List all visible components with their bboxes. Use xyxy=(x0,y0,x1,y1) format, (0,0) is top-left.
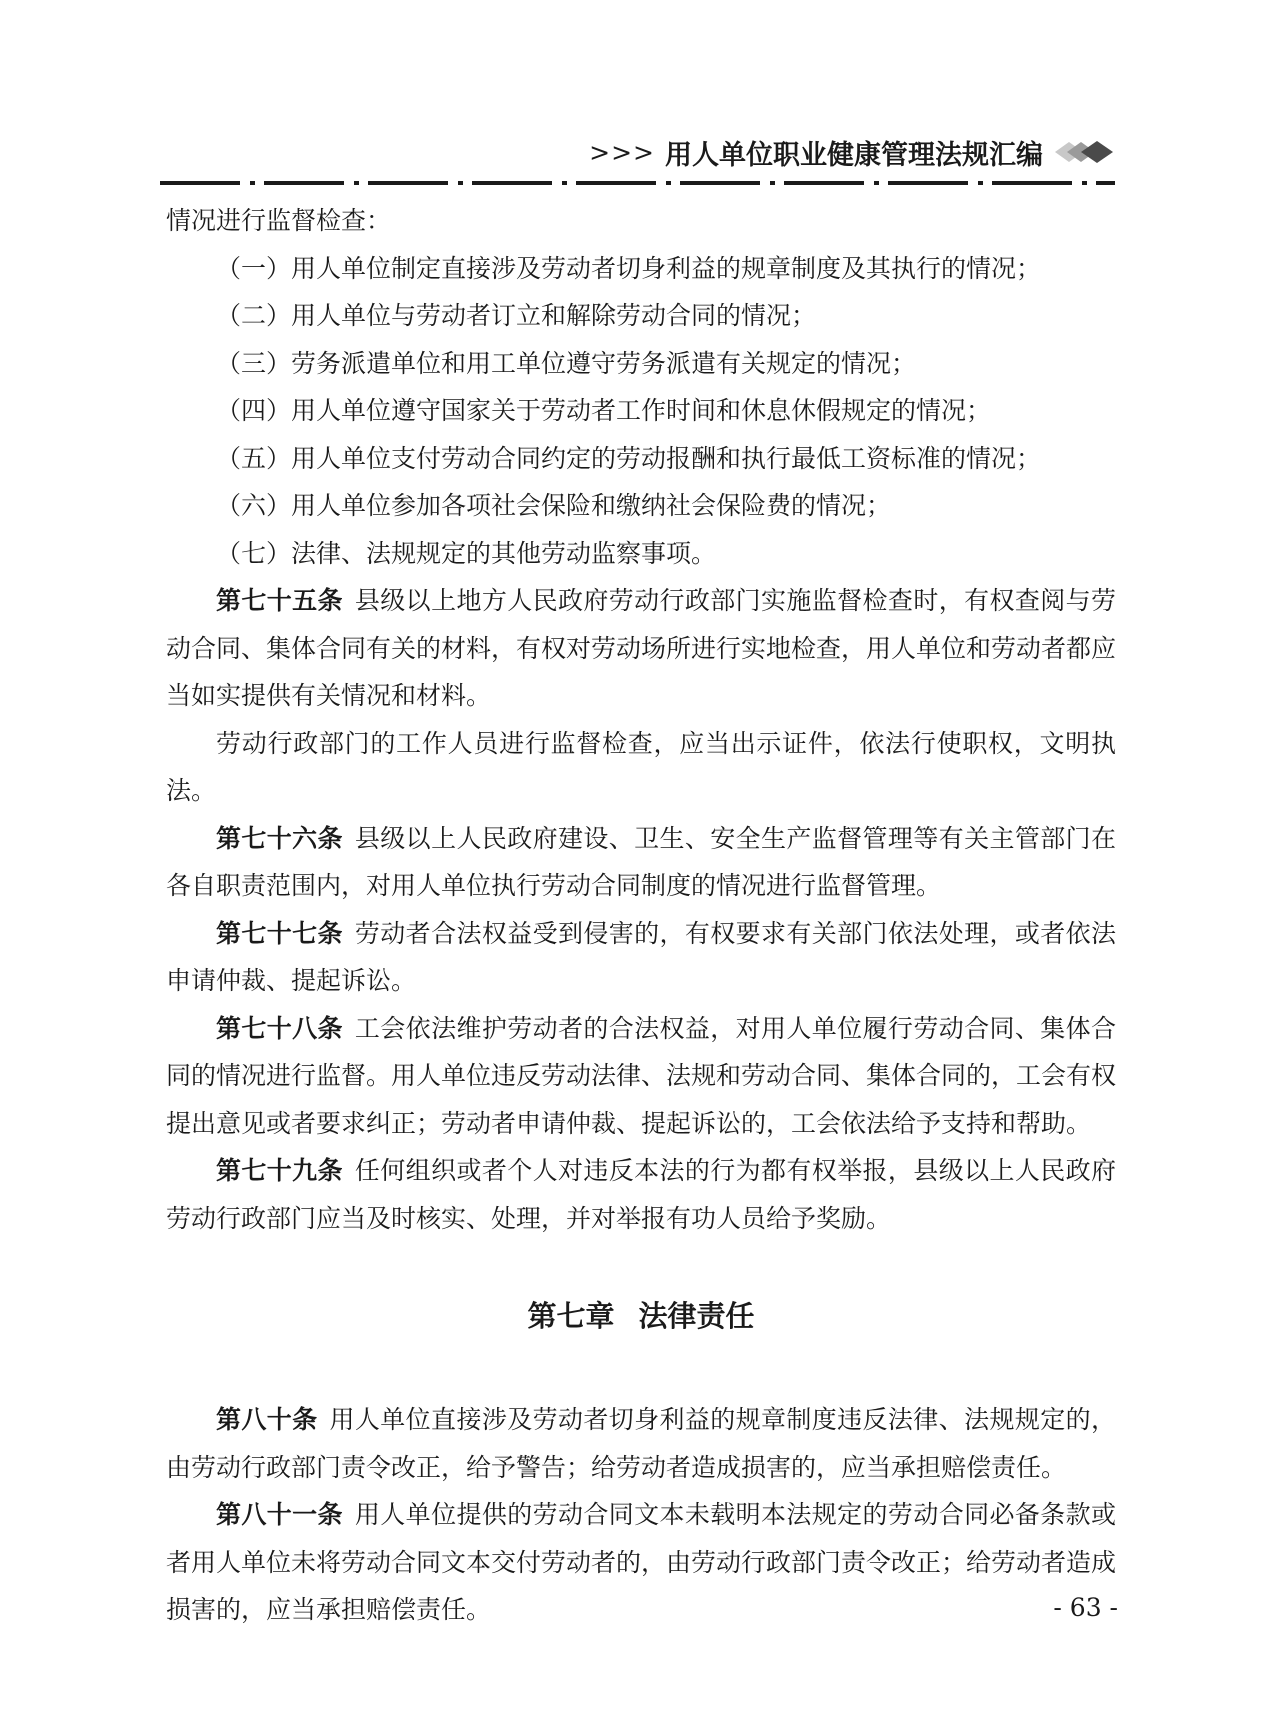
header-rule xyxy=(160,181,1115,185)
article-text: 工会依法维护劳动者的合法权益，对用人单位履行劳动合同、集体合同的情况进行监督。用人单位违反劳动法律、法规和劳动合同、集体合同的，工会有权提出意见或者要求纠正；劳动者申请仲裁、提起诉讼的，工会依法给予支持和帮助。 xyxy=(166,1013,1117,1138)
article-78 xyxy=(166,1005,1116,1148)
book-title: 用人单位职业健康管理法规汇编 xyxy=(665,139,1043,171)
header-arrows: >>> xyxy=(589,137,655,167)
list-item: （五）用人单位支付劳动合同约定的劳动报酬和执行最低工资标准的情况； xyxy=(216,443,1042,473)
article-text: 用人单位提供的劳动合同文本未载明本法规定的劳动合同必备条款或者用人单位未将劳动合同文本交付劳动者的，由劳动行政部门责令改正；给劳动者造成损害的，应当承担赔偿责任。 xyxy=(166,1500,1117,1624)
diamond-ornament-icon xyxy=(1053,139,1115,165)
article-label: 第八十条 xyxy=(216,1405,318,1434)
article-label: 第七十五条 xyxy=(216,586,343,615)
article-label: 第八十一条 xyxy=(216,1500,343,1529)
article-label: 第七十六条 xyxy=(216,823,343,853)
chapter-title: 法律责任 xyxy=(638,1299,755,1333)
list-item: （四）用人单位遵守国家关于劳动者工作时间和休息休假规定的情况； xyxy=(216,396,992,425)
document-body xyxy=(166,197,1116,1634)
article-text: 县级以上人民政府建设、卫生、安全生产监督管理等有关主管部门在各自职责范围内，对用人单位执行劳动合同制度的情况进行监督管理。 xyxy=(166,823,1116,900)
article-label: 第七十八条 xyxy=(216,1013,343,1043)
paragraph-intro: 情况进行监督检查： xyxy=(166,206,392,235)
article-77 xyxy=(166,910,1116,1005)
article-76 xyxy=(166,815,1116,910)
page-number: - 63 - xyxy=(1053,1593,1118,1622)
chapter-heading xyxy=(166,1296,1116,1336)
article-text: 劳动者合法权益受到侵害的，有权要求有关部门依法处理，或者依法申请仲裁、提起诉讼。 xyxy=(166,918,1116,995)
chapter-number: 第七章 xyxy=(527,1299,615,1333)
article-75-paragraph-2: 劳动行政部门的工作人员进行监督检查，应当出示证件，依法行使职权，文明执法。 xyxy=(166,728,1116,805)
article-label: 第七十七条 xyxy=(216,918,343,948)
article-80 xyxy=(166,1396,1116,1491)
list-item: （二）用人单位与劳动者订立和解除劳动合同的情况； xyxy=(216,301,817,330)
list-item: （三）劳务派遣单位和用工单位遵守劳务派遣有关规定的情况； xyxy=(216,348,917,378)
list-item: （七）法律、法规规定的其他劳动监察事项。 xyxy=(216,538,717,568)
list-item: （六）用人单位参加各项社会保险和缴纳社会保险费的情况； xyxy=(216,491,892,520)
article-text: 用人单位直接涉及劳动者切身利益的规章制度违反法律、法规规定的，由劳动行政部门责令改正，给予警告；给劳动者造成损害的，应当承担赔偿责任。 xyxy=(166,1405,1116,1482)
running-header xyxy=(160,132,1115,172)
article-text: 任何组织或者个人对违反本法的行为都有权举报，县级以上人民政府劳动行政部门应当及时核实、处理，并对举报有功人员给予奖励。 xyxy=(166,1156,1116,1233)
article-75 xyxy=(166,577,1116,720)
article-label: 第七十九条 xyxy=(216,1156,343,1185)
article-81 xyxy=(166,1491,1116,1634)
article-text: 县级以上地方人民政府劳动行政部门实施监督检查时，有权查阅与劳动合同、集体合同有关的材料，有权对劳动场所进行实地检查，用人单位和劳动者都应当如实提供有关情况和材料。 xyxy=(166,586,1117,710)
list-item: （一）用人单位制定直接涉及劳动者切身利益的规章制度及其执行的情况； xyxy=(216,253,1042,283)
article-79 xyxy=(166,1147,1116,1242)
